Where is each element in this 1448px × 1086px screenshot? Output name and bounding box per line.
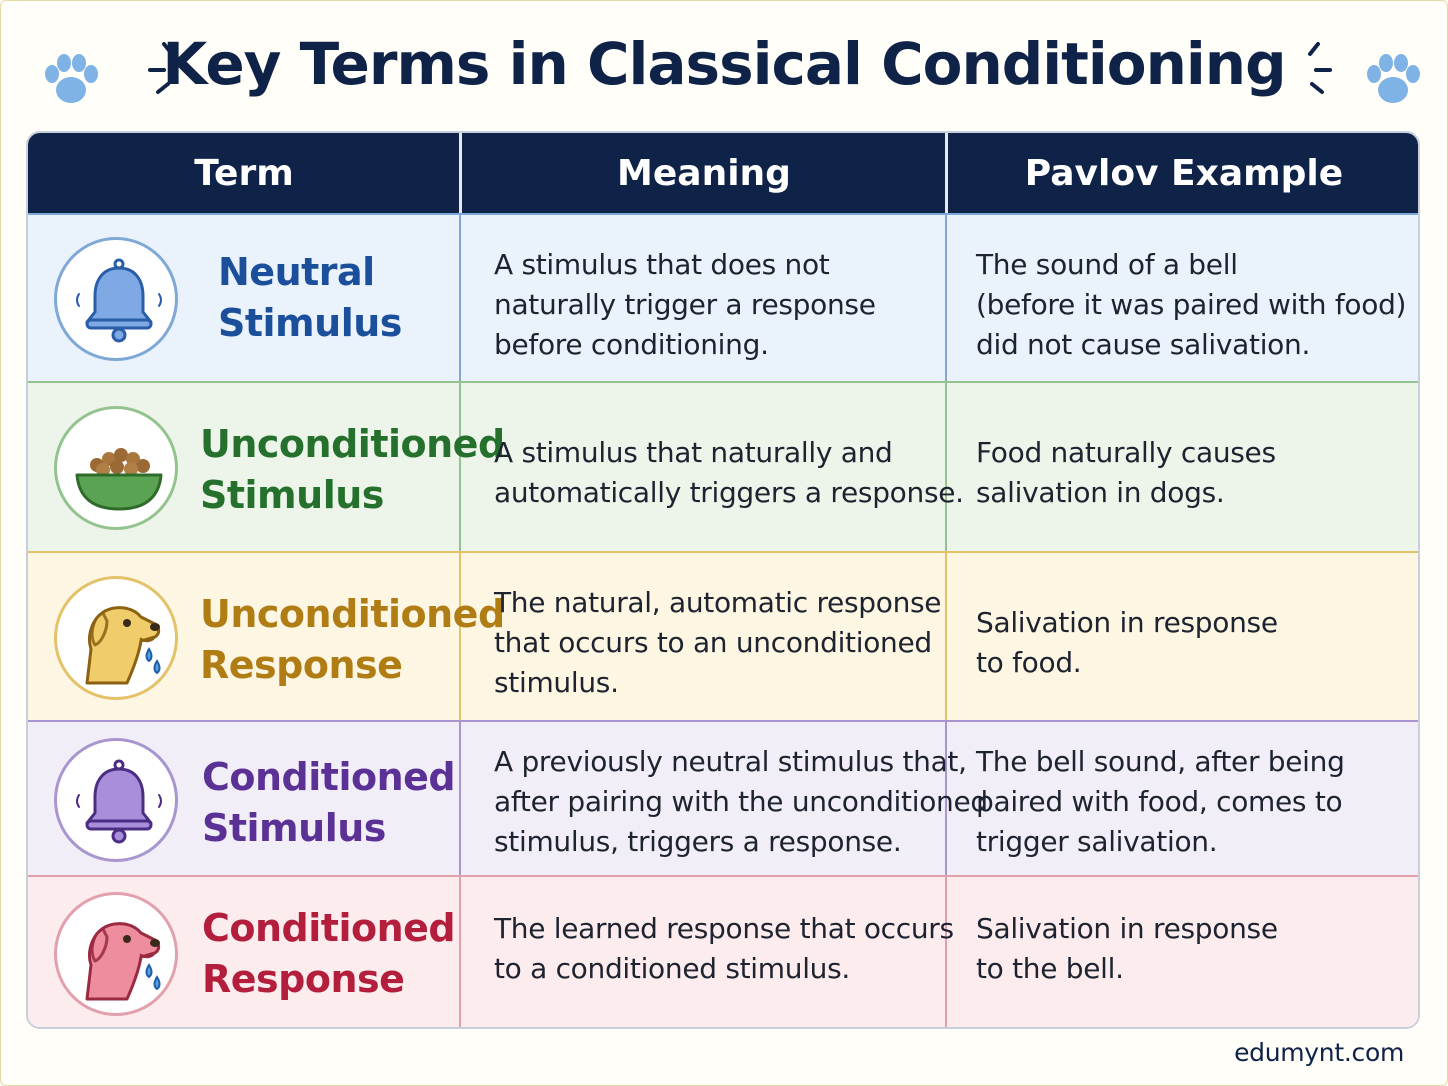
term-name	[218, 247, 402, 349]
example-line: Food naturally causes	[976, 436, 1276, 469]
term-name	[202, 903, 455, 1005]
term-name	[200, 419, 505, 521]
column-divider	[459, 215, 461, 381]
example-line: The bell sound, after being	[976, 745, 1345, 778]
table-row	[28, 551, 1420, 720]
meaning-line: automatically triggers a response.	[494, 476, 964, 509]
meaning-line: stimulus.	[494, 666, 619, 699]
term-line: Unconditioned	[200, 592, 505, 636]
meaning-line: The natural, automatic response	[494, 586, 942, 619]
example-cell	[976, 603, 1278, 683]
example-cell	[976, 909, 1278, 989]
example-cell	[976, 742, 1345, 862]
table-row	[28, 720, 1420, 875]
meaning-line: A stimulus that does not	[494, 248, 830, 281]
meaning-cell	[494, 909, 954, 989]
term-name	[200, 589, 505, 691]
term-line: Stimulus	[200, 473, 384, 517]
example-line: trigger salivation.	[976, 825, 1218, 858]
header-meaning: Meaning	[617, 153, 791, 194]
term-line: Neutral	[218, 250, 375, 294]
example-line: to the bell.	[976, 952, 1124, 985]
table-header	[28, 133, 1420, 213]
salivating-dog-icon	[54, 892, 178, 1016]
column-divider	[945, 215, 947, 381]
meaning-line: stimulus, triggers a response.	[494, 825, 902, 858]
header-term: Term	[194, 153, 294, 194]
term-line: Unconditioned	[200, 422, 505, 466]
example-cell	[976, 433, 1276, 513]
example-line: (before it was paired with food)	[976, 288, 1407, 321]
term-line: Conditioned	[202, 755, 456, 799]
example-line: salivation in dogs.	[976, 476, 1225, 509]
meaning-cell	[494, 742, 988, 862]
meaning-line: before conditioning.	[494, 328, 769, 361]
example-line: Salivation in response	[976, 912, 1278, 945]
term-line: Conditioned	[202, 906, 456, 950]
example-line: Salivation in response	[976, 606, 1278, 639]
header-example: Pavlov Example	[1024, 153, 1344, 194]
term-line: Stimulus	[202, 806, 386, 850]
bell-icon	[54, 738, 178, 862]
example-line: to food.	[976, 646, 1082, 679]
footer-credit: edumynt.com	[1234, 1038, 1404, 1067]
salivating-dog-icon	[54, 576, 178, 700]
meaning-cell	[494, 245, 876, 365]
meaning-line: A previously neutral stimulus that,	[494, 745, 967, 778]
term-line: Response	[202, 957, 405, 1001]
meaning-cell	[494, 583, 941, 703]
example-line: The sound of a bell	[976, 248, 1238, 281]
example-line: did not cause salivation.	[976, 328, 1311, 361]
page-title: Key Terms in Classical Conditioning	[162, 30, 1286, 98]
food-bowl-icon	[54, 406, 178, 530]
table-row	[28, 213, 1420, 381]
column-divider	[459, 722, 461, 875]
example-cell	[976, 245, 1406, 365]
meaning-line: A stimulus that naturally and	[494, 436, 893, 469]
meaning-line: that occurs to an unconditioned	[494, 626, 932, 659]
column-divider	[945, 553, 947, 720]
term-line: Response	[200, 643, 403, 687]
terms-table	[26, 131, 1420, 1029]
meaning-line: after pairing with the unconditioned	[494, 785, 988, 818]
example-line: paired with food, comes to	[976, 785, 1343, 818]
bell-icon	[54, 237, 178, 361]
table-row	[28, 381, 1420, 551]
column-divider	[459, 877, 461, 1029]
table-row	[28, 875, 1420, 1029]
meaning-line: The learned response that occurs	[494, 912, 954, 945]
term-name	[202, 752, 455, 854]
meaning-line: naturally trigger a response	[494, 288, 876, 321]
term-line: Stimulus	[218, 301, 402, 345]
meaning-cell	[494, 433, 964, 513]
meaning-line: to a conditioned stimulus.	[494, 952, 851, 985]
